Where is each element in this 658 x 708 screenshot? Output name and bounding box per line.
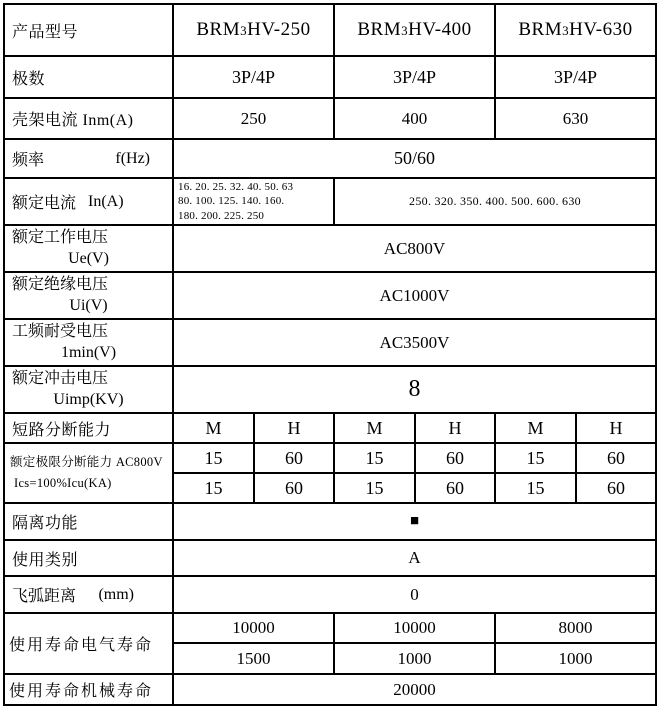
- row-power-frequency-withstand: [4, 319, 656, 366]
- grade-cell: H: [415, 413, 495, 443]
- grade-cell: H: [254, 413, 334, 443]
- withstand-voltage-label-line1: 工频耐受电压: [12, 322, 109, 340]
- breaking-value-cell: 15: [173, 443, 254, 473]
- row-frequency: [4, 139, 656, 178]
- frame-current-value-400: 400: [334, 98, 495, 139]
- row-rated-insulation-voltage: [4, 272, 656, 319]
- poles-label: 极数: [4, 56, 173, 98]
- model-brm3hv-630: [495, 4, 656, 56]
- frequency-label-cn: 频率: [12, 152, 45, 169]
- withstand-voltage-label: [4, 319, 173, 366]
- breaking-value-cell: 60: [415, 443, 495, 473]
- rated-current-label-unit: In(A): [88, 192, 124, 210]
- impulse-voltage-label-line2: Uimp(KV): [53, 390, 124, 408]
- breaking-value-cell: 15: [334, 473, 415, 503]
- rated-current-label-cell: [4, 178, 173, 225]
- model-sub-digit: 3: [562, 23, 570, 38]
- breaking-value-cell: 60: [576, 473, 656, 503]
- product-spec-table: [3, 3, 657, 706]
- model-sub-digit: 3: [401, 23, 409, 38]
- row-ultimate-breaking-1: [4, 443, 656, 473]
- frequency-label-unit: f(Hz): [115, 149, 150, 167]
- ultimate-breaking-label-line1: 额定极限分断能力 AC800V: [10, 454, 163, 469]
- row-isolation: [4, 503, 656, 540]
- row-rated-working-voltage: [4, 225, 656, 272]
- mechanical-life-label: 使用寿命机械寿命: [4, 674, 173, 705]
- ultimate-breaking-label: [4, 443, 173, 503]
- row-product-model: [4, 4, 656, 56]
- row-rated-impulse-voltage: [4, 366, 656, 413]
- insulation-voltage-label-line2: Ui(V): [69, 296, 108, 314]
- model-text: HV-400: [408, 19, 472, 40]
- model-brm3hv-400: [334, 4, 495, 56]
- frame-current-value-250: 250: [173, 98, 334, 139]
- utilization-category-value: A: [173, 540, 656, 576]
- frame-current-value-630: 630: [495, 98, 656, 139]
- rated-current-range-250: [173, 178, 334, 225]
- breaking-value-cell: 60: [254, 443, 334, 473]
- isolation-value-square: ■: [173, 503, 656, 540]
- row-arc-distance: [4, 576, 656, 613]
- rated-current-label-cn: 额定电流: [12, 195, 77, 212]
- frequency-label: [5, 147, 172, 170]
- model-text: BRM: [518, 19, 563, 40]
- row-poles: [4, 56, 656, 98]
- ultimate-breaking-label-line2: Ics=100%Icu(KA): [14, 476, 112, 490]
- grade-cell: M: [334, 413, 415, 443]
- model-text: HV-250: [247, 19, 311, 40]
- impulse-voltage-value: 8: [173, 366, 656, 413]
- grade-cell: M: [173, 413, 254, 443]
- electrical-life-cell: 10000: [173, 613, 334, 643]
- poles-value-250: 3P/4P: [173, 56, 334, 98]
- breaking-value-cell: 15: [173, 473, 254, 503]
- rated-current-range-line: 16. 20. 25. 32. 40. 50. 63: [178, 181, 294, 194]
- rated-current-range-line: 180. 200. 225. 250: [178, 209, 265, 222]
- insulation-voltage-label: [4, 272, 173, 319]
- utilization-category-label: 使用类别: [4, 540, 173, 576]
- breaking-value-cell: 60: [576, 443, 656, 473]
- arc-distance-label: [5, 583, 172, 606]
- row-breaking-capacity-grades: [4, 413, 656, 443]
- rated-current-label: [5, 190, 172, 213]
- electrical-life-cell: 1500: [173, 643, 334, 674]
- model-text: BRM: [357, 19, 402, 40]
- withstand-voltage-label-line2: 1min(V): [60, 343, 117, 361]
- model-text: BRM: [196, 19, 241, 40]
- poles-value-630: 3P/4P: [495, 56, 656, 98]
- poles-value-400: 3P/4P: [334, 56, 495, 98]
- arc-distance-label-cn: 飞弧距离: [12, 588, 77, 605]
- model-sub-digit: 3: [240, 23, 248, 38]
- grade-cell: M: [495, 413, 576, 443]
- breaking-value-cell: 15: [495, 443, 576, 473]
- breaking-capacity-label: 短路分断能力: [4, 413, 173, 443]
- rated-current-range-400-630: 250. 320. 350. 400. 500. 600. 630: [334, 178, 656, 225]
- electrical-life-cell: 1000: [495, 643, 656, 674]
- working-voltage-value: AC800V: [173, 225, 656, 272]
- row-frame-current: [4, 98, 656, 139]
- model-text: HV-630: [569, 19, 633, 40]
- breaking-value-cell: 15: [495, 473, 576, 503]
- electrical-life-cell: 10000: [334, 613, 495, 643]
- working-voltage-label: [4, 225, 173, 272]
- insulation-voltage-label-line1: 额定绝缘电压: [12, 275, 109, 293]
- grade-cell: H: [576, 413, 656, 443]
- withstand-voltage-value: AC3500V: [173, 319, 656, 366]
- working-voltage-label-line1: 额定工作电压: [12, 228, 109, 246]
- row-utilization-category: [4, 540, 656, 576]
- frequency-value: 50/60: [173, 139, 656, 178]
- row-electrical-life-1: [4, 613, 656, 643]
- working-voltage-label-line2: Ue(V): [68, 249, 109, 267]
- product-model-label: 产品型号: [4, 4, 173, 56]
- electrical-life-cell: 1000: [334, 643, 495, 674]
- insulation-voltage-value: AC1000V: [173, 272, 656, 319]
- frame-current-label: 壳架电流 Inm(A): [4, 98, 173, 139]
- arc-distance-value: 0: [173, 576, 656, 613]
- rated-current-range-line: 80. 100. 125. 140. 160.: [178, 195, 285, 208]
- mechanical-life-value: 20000: [173, 674, 656, 705]
- electrical-life-label: 使用寿命电气寿命: [4, 613, 173, 674]
- isolation-label: 隔离功能: [4, 503, 173, 540]
- arc-distance-label-cell: [4, 576, 173, 613]
- impulse-voltage-label: [4, 366, 173, 413]
- row-mechanical-life: [4, 674, 656, 705]
- row-rated-current: [4, 178, 656, 225]
- breaking-value-cell: 15: [334, 443, 415, 473]
- arc-distance-label-unit: (mm): [98, 585, 134, 603]
- electrical-life-cell: 8000: [495, 613, 656, 643]
- model-brm3hv-250: [173, 4, 334, 56]
- breaking-value-cell: 60: [254, 473, 334, 503]
- breaking-value-cell: 60: [415, 473, 495, 503]
- impulse-voltage-label-line1: 额定冲击电压: [12, 369, 109, 387]
- frequency-label-cell: [4, 139, 173, 178]
